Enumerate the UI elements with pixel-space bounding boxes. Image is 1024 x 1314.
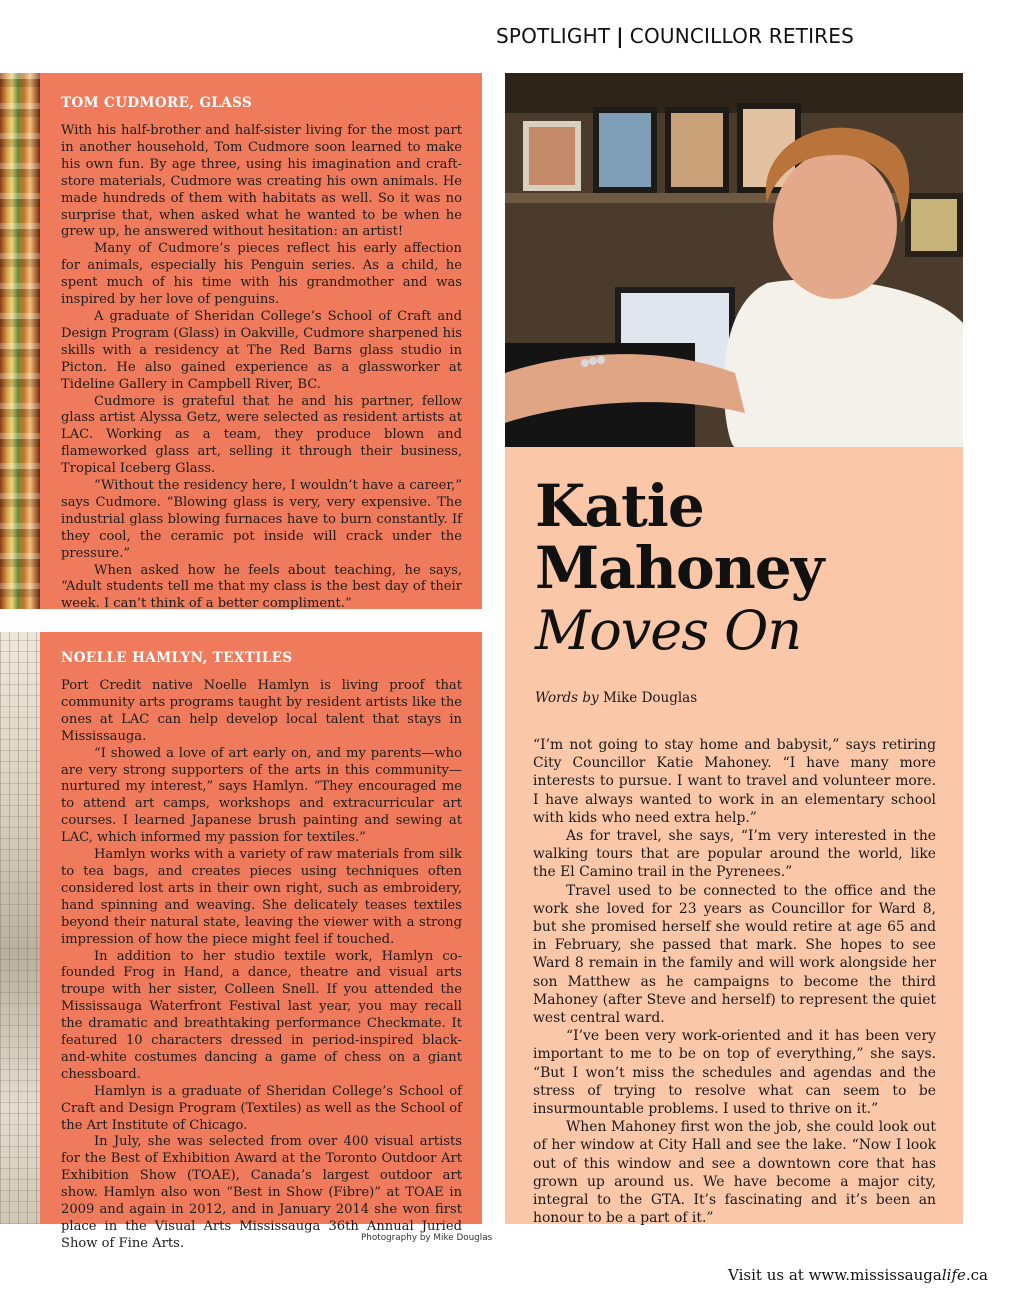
noelle-paragraph: Hamlyn works with a variety of raw materials from silk to tea bags, and creates pieces using techniques often considered lost arts in their own right, such as embroidery, hand spinning and weaving. She delicately teases textiles beyond their natural state, leaving the viewer with a strong impression of how the piece might feel if touched. (61, 847, 462, 947)
byline-prefix: Words by (535, 690, 599, 706)
byline (535, 690, 697, 706)
noelle-hamlyn-heading: NOELLE HAMLYN, TEXTILES (61, 650, 293, 666)
headline-line-1: Katie (535, 472, 704, 540)
tom-cudmore-sidebar (40, 73, 482, 612)
noelle-paragraph: Hamlyn is a graduate of Sheridan College’s School of Craft and Design Program (Textiles) as well as the School of the Art Institute of Chicago. (61, 1083, 462, 1133)
footer-url-prefix: Visit us at www.mississauga (728, 1266, 942, 1284)
noelle-paragraph: “I showed a love of art early on, and my parents—who are very strong supporters of the arts in this community—nurtured my interest,” says Hamlyn. “They encouraged me to attend art camps, workshops and extracurricular art courses. I learned Japanese brush painting and sewing at LAC, which informed my passion for textiles.” (61, 745, 462, 846)
byline-author: Mike Douglas (602, 690, 698, 706)
article-paragraph: As for travel, she says, “I’m very interested in the walking tours that are popular around the world, like the El Camino trail in the Pyrenees.” (533, 828, 936, 881)
article-headline (535, 472, 955, 662)
header-separator: | (616, 24, 624, 48)
noelle-paragraph: In July, she was selected from over 400 visual artists for the Best of Exhibition Award at the Toronto Outdoor Art Exhibition Show (TOAE), Canada’s largest outdoor art show. Hamlyn also won “Best in Show (Fibre)” at TOAE in 2009 and again in 2012, and in January 2014 she won first place in the Visual Arts Mississauga 36th Annual Juried Show of Fine Arts. (61, 1134, 462, 1251)
section-header (496, 24, 854, 48)
tom-paragraph: A graduate of Sheridan College’s School of Craft and Design Program (Glass) in Oakville, Cudmore sharpened his skills with a residency at The Red Barns glass studio in Picton. He also gained experience as a glassworker at Tideline Gallery in Campbell River, BC. (61, 308, 462, 392)
tom-paragraph: With his half-brother and half-sister living for the most part in another household, Tom Cudmore soon learned to make his own fun. By age three, using his imagination and craft-store materials, Cudmore was creating his own animals. He made hundreds of them with habitats as well. So it was no surprise that, when asked what he wanted to be when he grew up, he answered without hesitation: an artist! (61, 123, 462, 240)
photo-credit: Photography by Mike Douglas (361, 1233, 493, 1243)
textile-art-photo (0, 632, 40, 1224)
headline-line-2: Mahoney (535, 534, 824, 602)
section-label: SPOTLIGHT (495, 24, 611, 48)
article-paragraph: When Mahoney first won the job, she could look out of her window at City Hall and see the lake. “Now I look out of this window and see a downtown core that has grown up around us. We have become a major city, integral to the GTA. It’s fascinating and it’s been an honour to be a part of it.” (533, 1119, 936, 1227)
tom-paragraph: Cudmore is grateful that he and his partner, fellow glass artist Alyssa Getz, were selected as resident artists at LAC. Working as a team, they produce blown and flameworked glass art, selling it through their business, Tropical Iceberg Glass. (61, 393, 462, 477)
tom-paragraph: Many of Cudmore’s pieces reflect his early affection for animals, especially his Penguin series. As a child, he spent much of his time with his grandmother and was inspired by her love of penguins. (61, 241, 462, 308)
portrait-illustration (505, 73, 963, 447)
glass-art-photo (0, 73, 40, 609)
katie-mahoney-portrait (505, 73, 963, 447)
headline-line-3: Moves On (535, 599, 802, 662)
article-body (533, 736, 936, 1227)
footer-url-suffix: .ca (965, 1266, 988, 1284)
tom-paragraph: When asked how he feels about teaching, he says, “Adult students tell me that my class is the best day of their week. I can’t think of a better compliment.” (61, 562, 462, 612)
article-paragraph: Travel used to be connected to the office and the work she loved for 23 years as Councillor for Ward 8, but she promised herself she would retire at age 65 and in February, she passed that mark. She hopes to see Ward 8 remain in the family and will work alongside her son Matthew as he campaigns to become the third Mahoney (after Steve and herself) to represent the quiet west central ward. (533, 882, 936, 1027)
article-paragraph: “I’ve been very work-oriented and it has been very important to me to be on top of everything,” she says. “But I won’t miss the schedules and agendas and the stress of trying to resolve what can seem to be insurmountable problems. I used to thrive on it.” (533, 1028, 936, 1118)
footer-url-life: life (941, 1266, 966, 1284)
footer-url[interactable] (728, 1266, 988, 1284)
noelle-paragraph: Port Credit native Noelle Hamlyn is living proof that community arts programs taught by resident artists like the ones at LAC can help develop local talent that stays in Mississauga. (61, 678, 462, 744)
article-paragraph: “I’m not going to stay home and babysit,” says retiring City Councillor Katie Mahoney. “I have many more interests to pursue. I want to travel and volunteer more. I have always wanted to work in an elementary school with kids who need extra help.” (533, 737, 936, 826)
tom-cudmore-heading: TOM CUDMORE, GLASS (61, 95, 253, 111)
noelle-paragraph: In addition to her studio textile work, Hamlyn co-founded Frog in Hand, a dance, theatre and visual arts troupe with her sister, Colleen Snell. If you attended the Mississauga Waterfront Festival last year, you may recall the dramatic and breathtaking performance Checkmate. It featured 10 characters dressed in period-inspired black-and-white costumes dancing a game of chess on a giant chessboard. (61, 948, 462, 1082)
section-topic: COUNCILLOR RETIRES (629, 24, 854, 48)
tom-paragraph: “Without the residency here, I wouldn’t have a career,” says Cudmore. “Blowing glass is very, very expensive. The industrial glass blowing furnaces have to burn constantly. If they cool, the ceramic pot inside will crack under the pressure.” (61, 478, 462, 561)
